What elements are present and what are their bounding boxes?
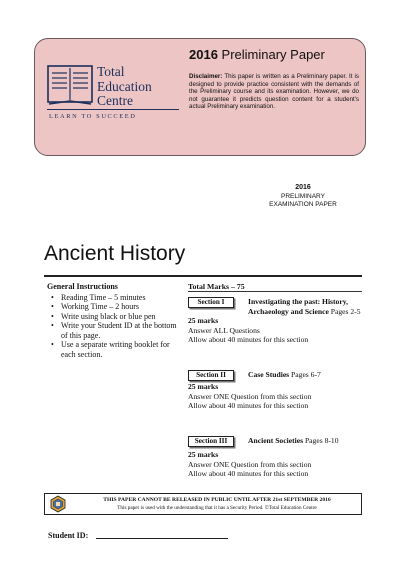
logo-divider [47, 109, 179, 110]
security-notice [44, 493, 362, 515]
instruction-text: Reading Time – 5 minutes [61, 292, 146, 302]
logo-name-line: Centre [97, 93, 133, 108]
exam-type-line: EXAMINATION PAPER [269, 201, 337, 208]
bullet-icon: • [51, 311, 54, 321]
disclaimer [189, 73, 359, 111]
section-title: Investigating the past: History, Archaeology and Science [248, 297, 348, 316]
release-notice: THIS PAPER CANNOT BE RELEASED IN PUBLIC UNTIL AFTER 21st SEPTEMBER 2016 [103, 497, 331, 503]
section-time: Allow about 40 minutes for this section [188, 335, 309, 344]
section-label: Section II [188, 370, 234, 381]
total-marks-divider [188, 291, 362, 292]
section-title: Ancient Societies [248, 436, 304, 445]
exam-type-line: PRELIMINARY [281, 192, 325, 200]
section-instruction: Answer ONE Question from this section [188, 459, 312, 469]
instruction-text: Write using black or blue pen [61, 311, 156, 321]
student-id-field[interactable] [96, 538, 228, 539]
bullet-icon: • [51, 292, 54, 302]
instruction-text: Write your Student ID at the bottom of this page. [61, 321, 177, 340]
security-period-notice: This paper is used with the understanding that it has a Security Period. ©Total Education Centre [117, 505, 317, 511]
bullet-icon: • [51, 340, 54, 349]
general-instructions [47, 282, 177, 359]
instruction-item [47, 321, 177, 340]
section-details [188, 316, 370, 345]
section-name [248, 370, 370, 380]
section-marks: 25 marks [188, 450, 219, 459]
instructions-list [47, 293, 177, 360]
section-label: Section III [188, 436, 234, 447]
section-2 [188, 370, 368, 415]
subject-title: Ancient History [44, 242, 186, 265]
section-pages: Pages 2-5 [330, 306, 361, 316]
open-book-icon [47, 63, 93, 107]
section-pages: Pages 8-10 [304, 436, 339, 445]
section-marks: 25 marks [188, 382, 219, 391]
paper-name: Preliminary Paper [221, 47, 325, 62]
disclaimer-text: This paper is written as a Preliminary paper. It is designed to provide practice consistent with the demands of the Preliminary course and its examination. However, we do not guarantee it predicts question content for a student's actual Preliminary examination. [189, 73, 359, 111]
student-id-label: Student ID: [48, 531, 89, 540]
section-details [188, 450, 370, 479]
section-instruction: Answer ONE Question from this section [188, 391, 312, 401]
section-label: Section I [188, 297, 234, 308]
paper-year: 2016 [189, 47, 218, 62]
logo-name-line: Total [97, 64, 125, 79]
instruction-item [47, 302, 177, 312]
section-1 [188, 297, 368, 347]
bullet-icon: • [51, 302, 54, 311]
disclaimer-label: Disclaimer: [189, 73, 223, 80]
section-title: Case Studies [248, 370, 290, 379]
section-details [188, 382, 370, 411]
instruction-text: Working Time – 2 hours [61, 302, 140, 311]
total-education-centre-logo [47, 63, 187, 127]
total-marks: Total Marks – 75 [188, 282, 245, 291]
section-marks: 25 marks [188, 316, 219, 325]
instruction-item [47, 312, 177, 322]
section-3 [188, 436, 368, 486]
logo-name-line: Education [97, 78, 152, 94]
subject-divider [44, 275, 362, 277]
logo-tagline: LEARN TO SUCCEED [49, 113, 137, 120]
logo-name [97, 65, 152, 109]
paper-title [189, 47, 325, 62]
section-time: Allow about 40 minutes for this section [188, 401, 309, 410]
exam-info [248, 184, 358, 210]
instruction-text: Use a separate writing booklet for each section. [61, 340, 170, 359]
security-seal-icon [49, 495, 67, 513]
section-pages: Pages 6-7 [291, 370, 321, 379]
instruction-item [47, 340, 177, 359]
section-time: Allow about 40 minutes for this section [188, 469, 309, 478]
general-instructions-title: General Instructions [47, 282, 118, 291]
bullet-icon: • [51, 321, 54, 330]
section-instruction: Answer ALL Questions [188, 325, 260, 335]
section-name [248, 297, 370, 316]
header-panel [34, 38, 366, 156]
instruction-item [47, 293, 177, 303]
section-name [248, 436, 370, 446]
exam-year: 2016 [295, 184, 311, 191]
